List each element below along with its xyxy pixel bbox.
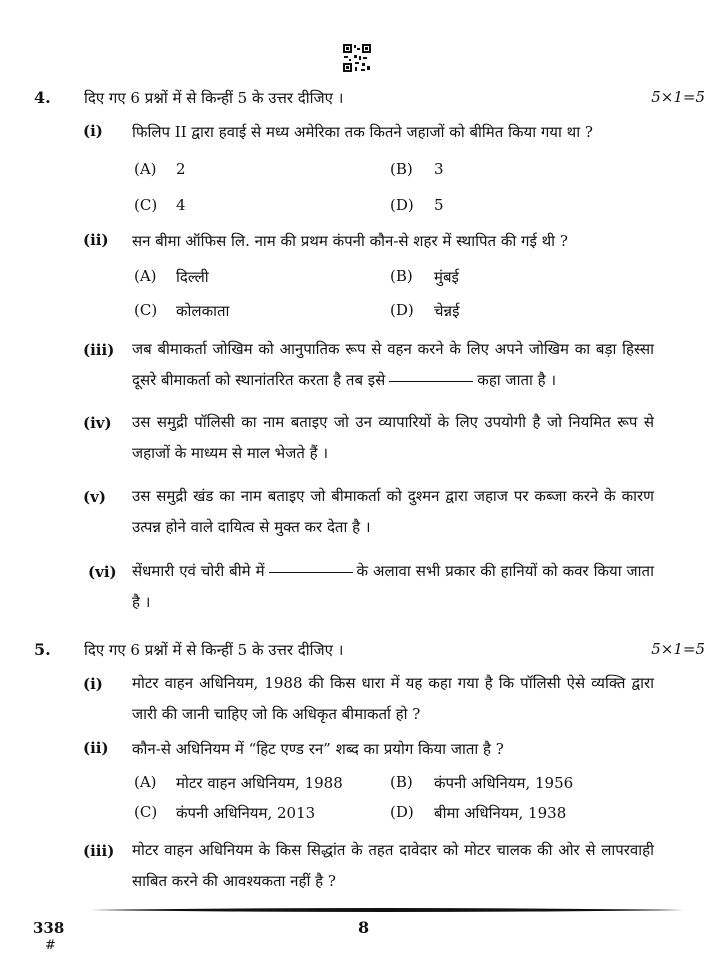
q4-i-text: फिलिप II द्वारा हवाई से मध्य अमेरिका तक कितने जहाजों को बीमित किया गया था ? bbox=[132, 123, 593, 141]
qr-code bbox=[343, 44, 371, 72]
q4-vi-text-b: के अलावा सभी प्रकार की हानियों को कवर किया जाता है । bbox=[132, 562, 654, 611]
q4-i-label: (i) bbox=[83, 122, 103, 140]
hash-mark: # bbox=[45, 938, 56, 953]
q4-v-text: उस समुद्री खंड का नाम बताइए जो बीमाकर्ता को दुश्मन द्वारा जहाज पर कब्जा करने के कारण उत्पन्न होने वाले दायित्व से मुक्त कर देता है । bbox=[132, 487, 654, 536]
q5-ii-opt-b-label: (B) bbox=[390, 773, 413, 791]
q4-vi-text bbox=[132, 556, 654, 618]
q4-iii-text-a: जब बीमाकर्ता जोखिम को आनुपातिक रूप से वहन करने के लिए अपने जोखिम का बड़ा हिस्सा दूसरे बीमाकर्ता को स्थानांतरित करता है तब इसे bbox=[132, 340, 654, 389]
q4-marks: 5×1=5 bbox=[651, 88, 705, 106]
q5-instruction: दिए गए 6 प्रश्नों में से किन्हीं 5 के उत्तर दीजिए । bbox=[84, 641, 344, 659]
q5-number: 5. bbox=[34, 640, 51, 659]
q4-i-opt-a-label: (A) bbox=[134, 160, 157, 178]
q4-iv-text: उस समुद्री पॉलिसी का नाम बताइए जो उन व्यापारियों के लिए उपयोगी है जो नियमित रूप से जहाजों के माध्यम से माल भेजते हैं । bbox=[132, 413, 654, 462]
q5-ii-opt-a: मोटर वाहन अधिनियम, 1988 bbox=[176, 774, 343, 792]
q5-ii-opt-c-label: (C) bbox=[134, 803, 158, 821]
q4-iii-text bbox=[132, 334, 654, 396]
q4-ii-opt-c: कोलकाता bbox=[176, 302, 230, 320]
q4-iv-label: (iv) bbox=[83, 414, 112, 432]
q5-ii-opt-d: बीमा अधिनियम, 1938 bbox=[434, 804, 567, 822]
q4-ii-opt-a: दिल्ली bbox=[176, 268, 209, 286]
q5-ii-label: (ii) bbox=[83, 739, 109, 757]
q4-ii-opt-a-label: (A) bbox=[134, 267, 157, 285]
q4-ii-opt-c-label: (C) bbox=[134, 301, 158, 319]
page-number: 8 bbox=[358, 918, 370, 937]
fill-blank bbox=[389, 380, 473, 382]
q4-i-opt-c-label: (C) bbox=[134, 196, 158, 214]
q4-i-opt-a: 2 bbox=[176, 160, 186, 178]
q5-iii-label: (iii) bbox=[83, 842, 115, 860]
q4-i-opt-b-label: (B) bbox=[390, 160, 413, 178]
q4-vi-text-a: सेंधमारी एवं चोरी बीमे में bbox=[132, 562, 265, 580]
q4-v-label: (v) bbox=[83, 488, 106, 506]
q4-i-opt-b: 3 bbox=[434, 160, 444, 178]
q4-number: 4. bbox=[34, 88, 51, 107]
q5-i-label: (i) bbox=[83, 675, 103, 693]
q5-iii-text: मोटर वाहन अधिनियम के किस सिद्धांत के तहत दावेदार को मोटर चालक की ओर से लापरवाही साबित करने की आवश्यकता नहीं है ? bbox=[132, 841, 654, 890]
q4-ii-label: (ii) bbox=[83, 231, 109, 249]
q5-ii-opt-a-label: (A) bbox=[134, 773, 157, 791]
q5-ii-opt-c: कंपनी अधिनियम, 2013 bbox=[176, 804, 316, 822]
q5-ii-opt-d-label: (D) bbox=[390, 803, 414, 821]
q4-iii-text-b: कहा जाता है । bbox=[477, 371, 557, 389]
q4-ii-text: सन बीमा ऑफिस लि. नाम की प्रथम कंपनी कौन-से शहर में स्थापित की गई थी ? bbox=[132, 232, 568, 250]
q5-i-text: मोटर वाहन अधिनियम, 1988 की किस धारा में यह कहा गया है कि पॉलिसी ऐसे व्यक्ति द्वारा जारी की जानी चाहिए जो कि अधिकृत बीमाकर्ता हो ? bbox=[132, 674, 654, 723]
q5-ii-text: कौन-से अधिनियम में “हिट एण्ड रन” शब्द का प्रयोग किया जाता है ? bbox=[132, 740, 504, 758]
fill-blank bbox=[269, 571, 353, 573]
footer-divider bbox=[90, 907, 684, 913]
q5-marks: 5×1=5 bbox=[651, 640, 705, 658]
q4-ii-opt-b: मुंबई bbox=[434, 268, 459, 286]
q4-ii-opt-b-label: (B) bbox=[390, 267, 413, 285]
q4-i-opt-c: 4 bbox=[176, 196, 186, 214]
paper-code: 338 bbox=[33, 919, 65, 937]
q4-i-opt-d-label: (D) bbox=[390, 196, 414, 214]
q4-vi-label: (vi) bbox=[88, 563, 117, 581]
q4-instruction: दिए गए 6 प्रश्नों में से किन्हीं 5 के उत्तर दीजिए । bbox=[84, 89, 344, 107]
q4-iii-label: (iii) bbox=[83, 341, 115, 359]
q5-ii-opt-b: कंपनी अधिनियम, 1956 bbox=[434, 774, 574, 792]
q4-ii-opt-d-label: (D) bbox=[390, 301, 414, 319]
q4-i-opt-d: 5 bbox=[434, 196, 444, 214]
q4-ii-opt-d: चेन्नई bbox=[434, 302, 460, 320]
